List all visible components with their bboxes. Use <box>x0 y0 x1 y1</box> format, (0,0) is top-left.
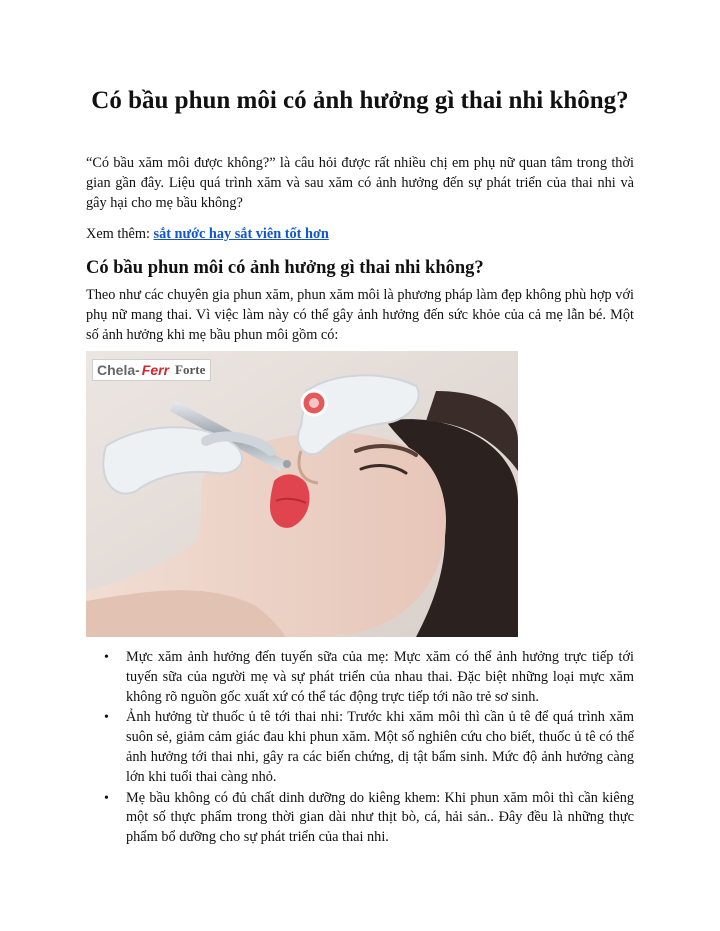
brand-logo-text-2: Ferr <box>141 362 170 378</box>
body-paragraph: Theo như các chuyên gia phun xăm, phun xăm môi là phương pháp làm đẹp không phù hợp với phụ nữ mang thai. Vì việc làm này có thể gây ảnh hưởng đến sức khỏe của cả mẹ lẫn bé. Một số ảnh hưởng khi mẹ bầu phun môi gồm có: <box>86 287 634 343</box>
list-item <box>86 648 634 707</box>
see-more-label: Xem thêm: <box>86 226 154 242</box>
list-item <box>86 708 634 787</box>
see-more-line <box>86 225 634 245</box>
section-heading: Có bầu phun môi có ảnh hưởng gì thai nhi không? <box>86 258 484 278</box>
list-item <box>86 789 634 848</box>
see-more-link[interactable]: sắt nước hay sắt viên tốt hơn <box>153 226 329 242</box>
effects-list <box>86 648 634 849</box>
brand-logo-text-3: Forte <box>175 362 206 377</box>
page-title: Có bầu phun môi có ảnh hưởng gì thai nhi không? <box>91 87 629 114</box>
intro-paragraph: “Có bầu xăm môi được không?” là câu hỏi được rất nhiều chị em phụ nữ quan tâm trong thời gian gần đây. Liệu quá trình xăm và sau xăm có ảnh hưởng đến sự phát triển của thai nhi và gây hại cho mẹ bầu không? <box>86 155 634 211</box>
brand-logo-text-1: Chela- <box>97 362 140 378</box>
bullet-icon: • <box>104 790 109 806</box>
bullet-icon: • <box>104 710 109 726</box>
bullet-icon: • <box>104 650 109 665</box>
brand-logo <box>92 359 211 381</box>
list-item-text: Mẹ bầu không có đủ chất dinh dưỡng do kiêng khem: Khi phun xăm môi thì cần kiêng một số thực phẩm trong thời gian dài như thịt bò, cá, hải sản.. Đây đều là những thực phẩm bổ dưỡng cho sự phát triển của thai nhi. <box>126 789 634 846</box>
list-item-text: Ảnh hưởng từ thuốc ủ tê tới thai nhi: Trước khi xăm môi thì cần ủ tê để quá trình xăm suôn sẻ, giảm cảm giác đau khi phun xăm. Một số nghiên cứu cho biết, thuốc ủ tê có thể ảnh hưởng tới thai nhi, gây ra các biến chứng, dị tật bẩm sinh. Mức độ ảnh hưởng càng lớn khi tuổi thai càng nhỏ. <box>126 709 634 785</box>
list-item-text: Mực xăm ảnh hưởng đến tuyến sữa của mẹ: Mực xăm có thể ảnh hưởng trực tiếp tới tuyến sữa của người mẹ và sự phát triển của nhau thai. Đặc biệt những loại mực xăm không rõ nguồn gốc xuất xứ có thể tác động trực tiếp tới não trẻ sơ sinh. <box>126 649 634 705</box>
photo-illustration <box>86 351 518 637</box>
lip-tattoo-photo <box>86 351 518 637</box>
